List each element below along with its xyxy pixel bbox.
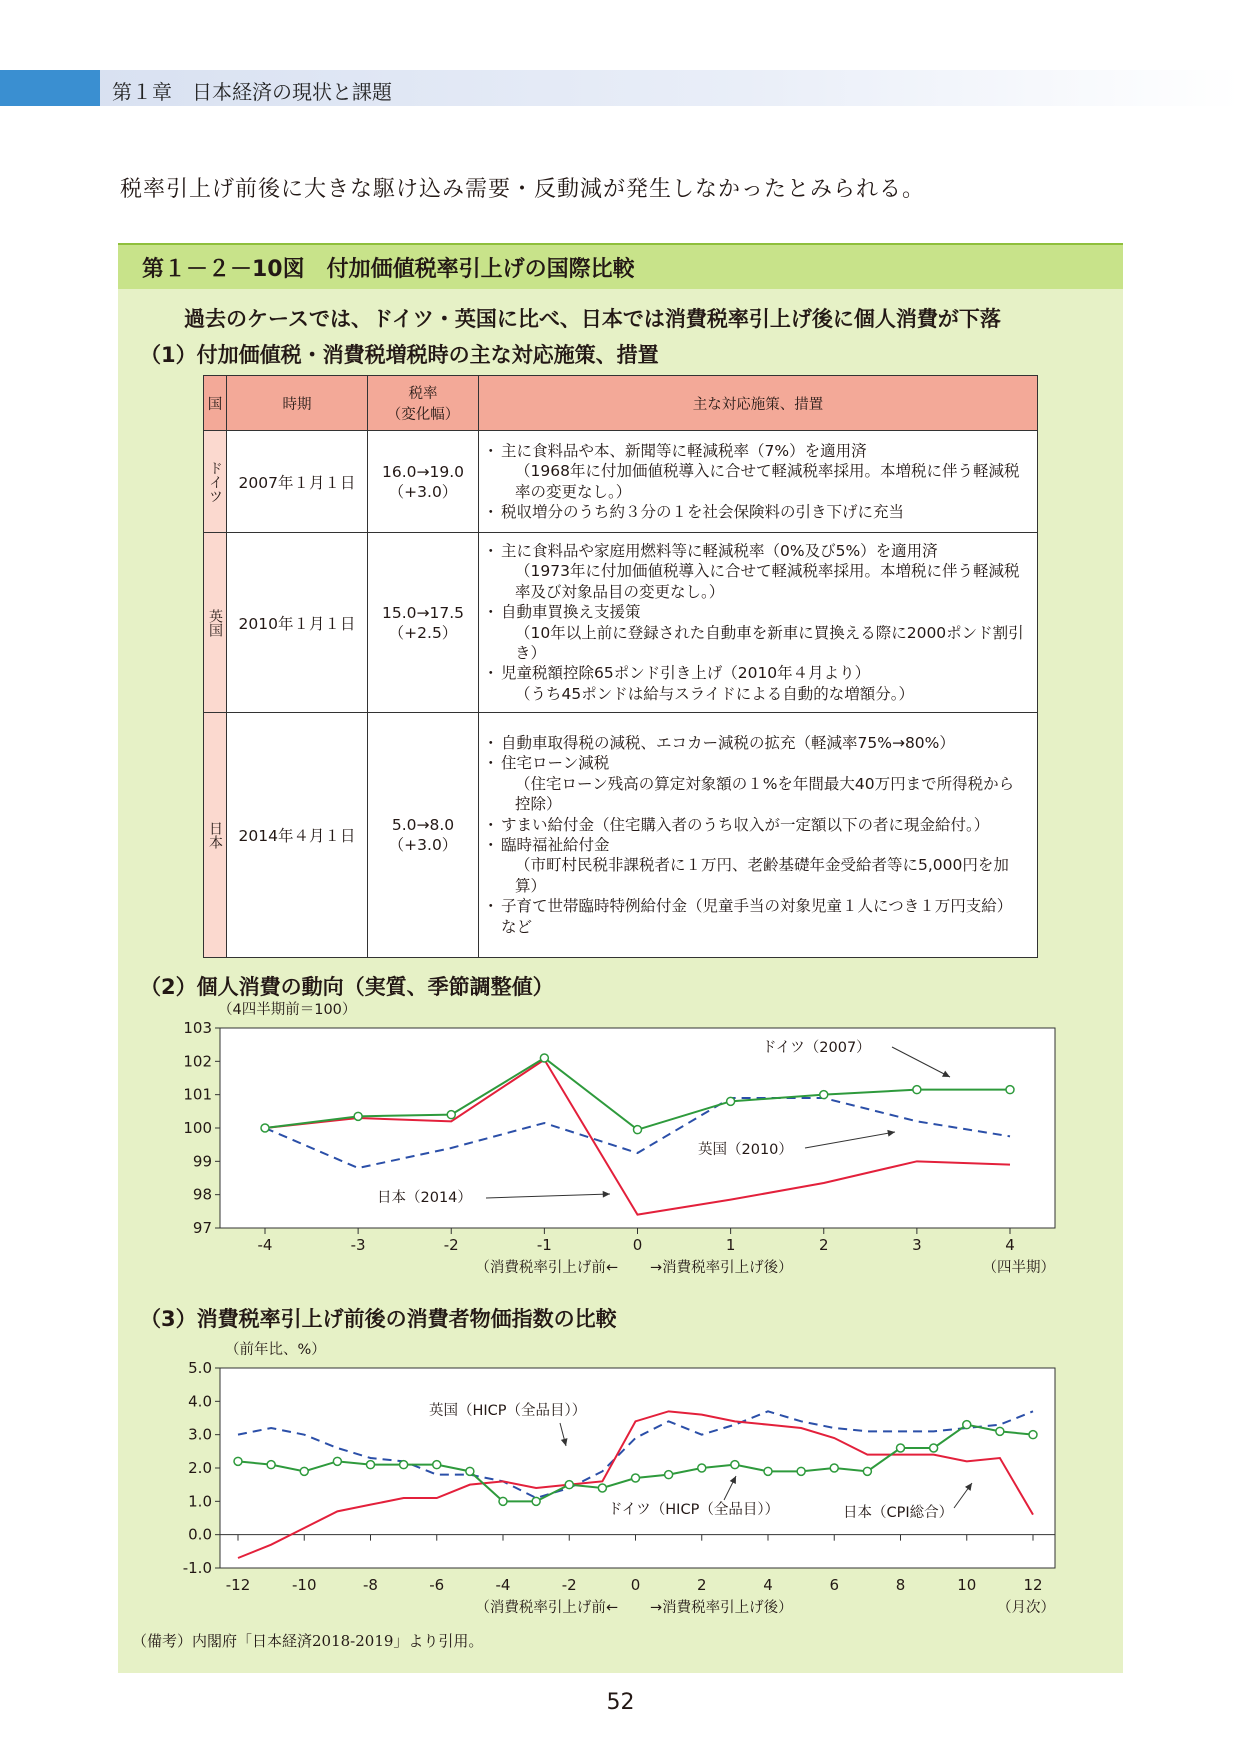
source-note: （備考）内閣府「日本経済2018-2019」より引用。 [132, 1632, 484, 1650]
data-point [731, 1461, 739, 1469]
measure-subtext: （10年以上前に登録された自動車を新車に買換える際に2000ポンド割引き） [515, 623, 1024, 662]
cpi-chart [150, 1328, 1070, 1628]
data-point [499, 1497, 507, 1505]
series-label: ドイツ（2007） [762, 1040, 871, 1056]
measure-item [487, 815, 1029, 835]
data-point [963, 1421, 971, 1429]
x-axis-label-before: （消費税率引上げ前← [475, 1260, 618, 1276]
y-tick-label: 97 [192, 1219, 212, 1237]
y-axis-label: （4四半期前＝100） [218, 1002, 357, 1018]
data-point [333, 1457, 341, 1465]
table-row [204, 713, 1038, 958]
series-label: 英国（2010） [698, 1142, 793, 1158]
data-point [261, 1124, 269, 1132]
row-period: 2010年１月１日 [227, 533, 368, 713]
measure-item [487, 441, 1029, 502]
x-tick-label: -4 [257, 1236, 273, 1254]
page-number: 52 [606, 1690, 635, 1715]
data-point [466, 1467, 474, 1475]
data-point [797, 1467, 805, 1475]
x-tick-label: -6 [429, 1576, 445, 1594]
x-axis-unit: （月次） [997, 1600, 1055, 1616]
measure-item [487, 835, 1029, 896]
measure-item [487, 733, 1029, 753]
x-tick-label: -2 [443, 1236, 459, 1254]
y-tick-label: 0.0 [188, 1525, 212, 1544]
measure-text: 児童税額控除65ポンド引き上げ（2010年４月より） [501, 664, 871, 683]
col-rate [368, 376, 479, 431]
series-label: 日本（2014） [377, 1190, 472, 1206]
row-measures [479, 713, 1038, 958]
section1-title: （1）付加価値税・消費税増税時の主な対応施策、措置 [140, 343, 659, 367]
policy-table [203, 375, 1038, 958]
consumption-chart [150, 995, 1070, 1295]
measure-text: 子育て世帯臨時特例給付金（児童手当の対象児童１人につき１万円支給） など [501, 897, 1020, 936]
row-rate: 16.0→19.0 [381, 462, 464, 481]
table-row [204, 533, 1038, 713]
y-tick-label: 101 [183, 1085, 212, 1104]
measure-text: 主に食料品や本、新聞等に軽減税率（7%）を適用済 [501, 441, 867, 460]
measure-item [487, 541, 1029, 602]
x-tick-label: 4 [1005, 1236, 1015, 1254]
plot-area [220, 1368, 1055, 1568]
y-tick-label: 2.0 [188, 1459, 212, 1477]
row-rate: 15.0→17.5 [381, 603, 464, 622]
data-point [532, 1497, 540, 1505]
x-tick-label: 10 [957, 1576, 977, 1594]
data-point [996, 1427, 1004, 1435]
data-point [764, 1467, 772, 1475]
x-tick-label: 1 [725, 1236, 736, 1254]
x-tick-label: 6 [829, 1576, 840, 1594]
data-point [1006, 1086, 1014, 1094]
x-tick-label: 0 [630, 1576, 641, 1594]
data-point [1029, 1431, 1037, 1439]
x-tick-label: 0 [632, 1236, 643, 1254]
x-tick-label: -3 [350, 1236, 366, 1254]
data-point [565, 1481, 573, 1489]
x-tick-label: 2 [818, 1236, 829, 1254]
x-tick-label: -12 [225, 1576, 251, 1594]
data-point [447, 1111, 455, 1119]
x-axis-label-after: →消費税率引上げ後） [650, 1600, 793, 1616]
measure-text: 自動車取得税の減税、エコカー減税の拡充（軽減率75%→80%） [501, 733, 955, 752]
x-tick-label: 8 [895, 1576, 906, 1594]
y-tick-label: 103 [183, 1019, 212, 1037]
series-label: 英国（HICP（全品目）） [429, 1403, 587, 1419]
data-point [234, 1457, 242, 1465]
chapter-title: 第１章 日本経済の現状と課題 [112, 80, 392, 104]
x-tick-label: 4 [763, 1576, 773, 1594]
table-header-row [204, 376, 1038, 431]
y-tick-label: 1.0 [188, 1492, 212, 1511]
col-country: 国 [204, 376, 227, 431]
measure-subtext: （1973年に付加価値税導入に合せて軽減税率採用。本増税に伴う軽減税率及び対象品目の変更なし。） [515, 562, 1020, 601]
y-tick-label: 100 [183, 1119, 212, 1137]
measure-text: 主に食料品や家庭用燃料等に軽減税率（0%及び5%）を適用済 [501, 541, 938, 560]
row-measures [479, 431, 1038, 533]
lead-text: 税率引上げ前後に大きな駆け込み需要・反動減が発生しなかったとみられる。 [120, 177, 926, 202]
data-point [698, 1464, 706, 1472]
col-period: 時期 [227, 376, 368, 431]
x-tick-label: -10 [292, 1576, 317, 1594]
data-point [400, 1461, 408, 1469]
measure-subtext: （うち45ポンドは給与スライドによる自動的な増額分。） [515, 684, 915, 703]
y-tick-label: 102 [183, 1052, 212, 1071]
x-axis-unit: （四半期） [982, 1260, 1055, 1276]
series-label: 日本（CPI総合） [843, 1505, 954, 1521]
data-point [632, 1474, 640, 1482]
data-point [634, 1126, 642, 1134]
measure-subtext: （住宅ローン残高の算定対象額の１%を年間最大40万円まで所得税から控除） [515, 774, 1015, 814]
header-accent [0, 70, 100, 106]
row-rate: 5.0→8.0 [391, 816, 455, 834]
data-point [267, 1461, 275, 1469]
x-tick-label: -1 [536, 1236, 552, 1254]
y-tick-label: 99 [192, 1152, 212, 1171]
measure-subtext: （1968年に付加価値税導入に合せて軽減税率採用。本増税に伴う軽減税率の変更なし。） [515, 462, 1020, 501]
x-tick-label: -2 [561, 1576, 577, 1594]
row-country: 日本 [204, 713, 227, 958]
col-rate-change-label: （変化幅） [386, 407, 460, 423]
measure-text: すまい給付金（住宅購入者のうち収入が一定額以下の者に現金給付。） [501, 815, 990, 834]
row-rate-change: （+3.0） [388, 836, 458, 854]
data-point [598, 1484, 606, 1492]
row-rate-cell [368, 713, 479, 958]
measure-text: 住宅ローン減税 [501, 754, 610, 773]
row-rate-cell [368, 533, 479, 713]
data-point [367, 1461, 375, 1469]
data-point [913, 1086, 921, 1094]
measure-item [487, 663, 1029, 704]
data-point [830, 1464, 838, 1472]
y-tick-label: 98 [192, 1185, 212, 1204]
measure-text: 自動車買換え支援策 [501, 603, 641, 622]
row-rate-change: （+3.0） [388, 482, 458, 501]
row-period: 2014年４月１日 [227, 713, 368, 958]
data-point [433, 1461, 441, 1469]
row-period: 2007年１月１日 [227, 431, 368, 533]
data-point [727, 1097, 735, 1105]
table-row [204, 431, 1038, 533]
measure-item [487, 602, 1029, 663]
y-tick-label: -1.0 [182, 1559, 212, 1577]
data-point [820, 1091, 828, 1099]
measure-subtext: （市町村民税非課税者に１万円、老齢基礎年金受給者等に5,000円を加算） [515, 856, 1009, 895]
col-measures: 主な対応施策、措置 [479, 376, 1038, 431]
row-rate-cell [368, 431, 479, 533]
data-point [863, 1467, 871, 1475]
measure-item [487, 896, 1029, 937]
col-rate-label: 税率 [408, 386, 438, 402]
data-point [897, 1444, 905, 1452]
data-point [300, 1467, 308, 1475]
measure-item [487, 502, 1029, 522]
measure-text: 税収増分のうち約３分の１を社会保険料の引き下げに充当 [501, 502, 905, 521]
figure-subtitle: 過去のケースでは、ドイツ・英国に比べ、日本では消費税率引上げ後に個人消費が下落 [184, 307, 1001, 331]
section3-title: （3）消費税率引上げ前後の消費者物価指数の比較 [140, 1307, 617, 1331]
y-tick-label: 3.0 [188, 1425, 212, 1444]
data-point [665, 1471, 673, 1479]
figure-title: 第１－２－10図 付加価値税率引上げの国際比較 [142, 257, 635, 282]
row-measures [479, 533, 1038, 713]
row-country: 英国 [204, 533, 227, 713]
section2-title: （2）個人消費の動向（実質、季節調整値） [140, 975, 554, 999]
x-tick-label: 3 [912, 1236, 922, 1254]
series-label: ドイツ（HICP（全品目）） [608, 1502, 780, 1518]
data-point [930, 1444, 938, 1452]
row-rate-change: （+2.5） [388, 623, 458, 642]
row-country: ドイツ [204, 431, 227, 533]
y-tick-label: 4.0 [188, 1392, 212, 1411]
data-point [354, 1112, 362, 1120]
x-tick-label: -8 [363, 1576, 378, 1594]
measure-text: 臨時福祉給付金 [501, 836, 610, 854]
data-point [540, 1054, 548, 1062]
measure-item [487, 753, 1029, 814]
y-tick-label: 5.0 [188, 1359, 212, 1377]
x-tick-label: 2 [696, 1576, 707, 1594]
x-tick-label: -4 [495, 1576, 511, 1594]
x-axis-label-after: →消費税率引上げ後） [650, 1260, 793, 1276]
y-axis-label: （前年比、%） [225, 1342, 326, 1358]
x-tick-label: 12 [1023, 1576, 1043, 1594]
x-axis-label-before: （消費税率引上げ前← [475, 1600, 618, 1616]
